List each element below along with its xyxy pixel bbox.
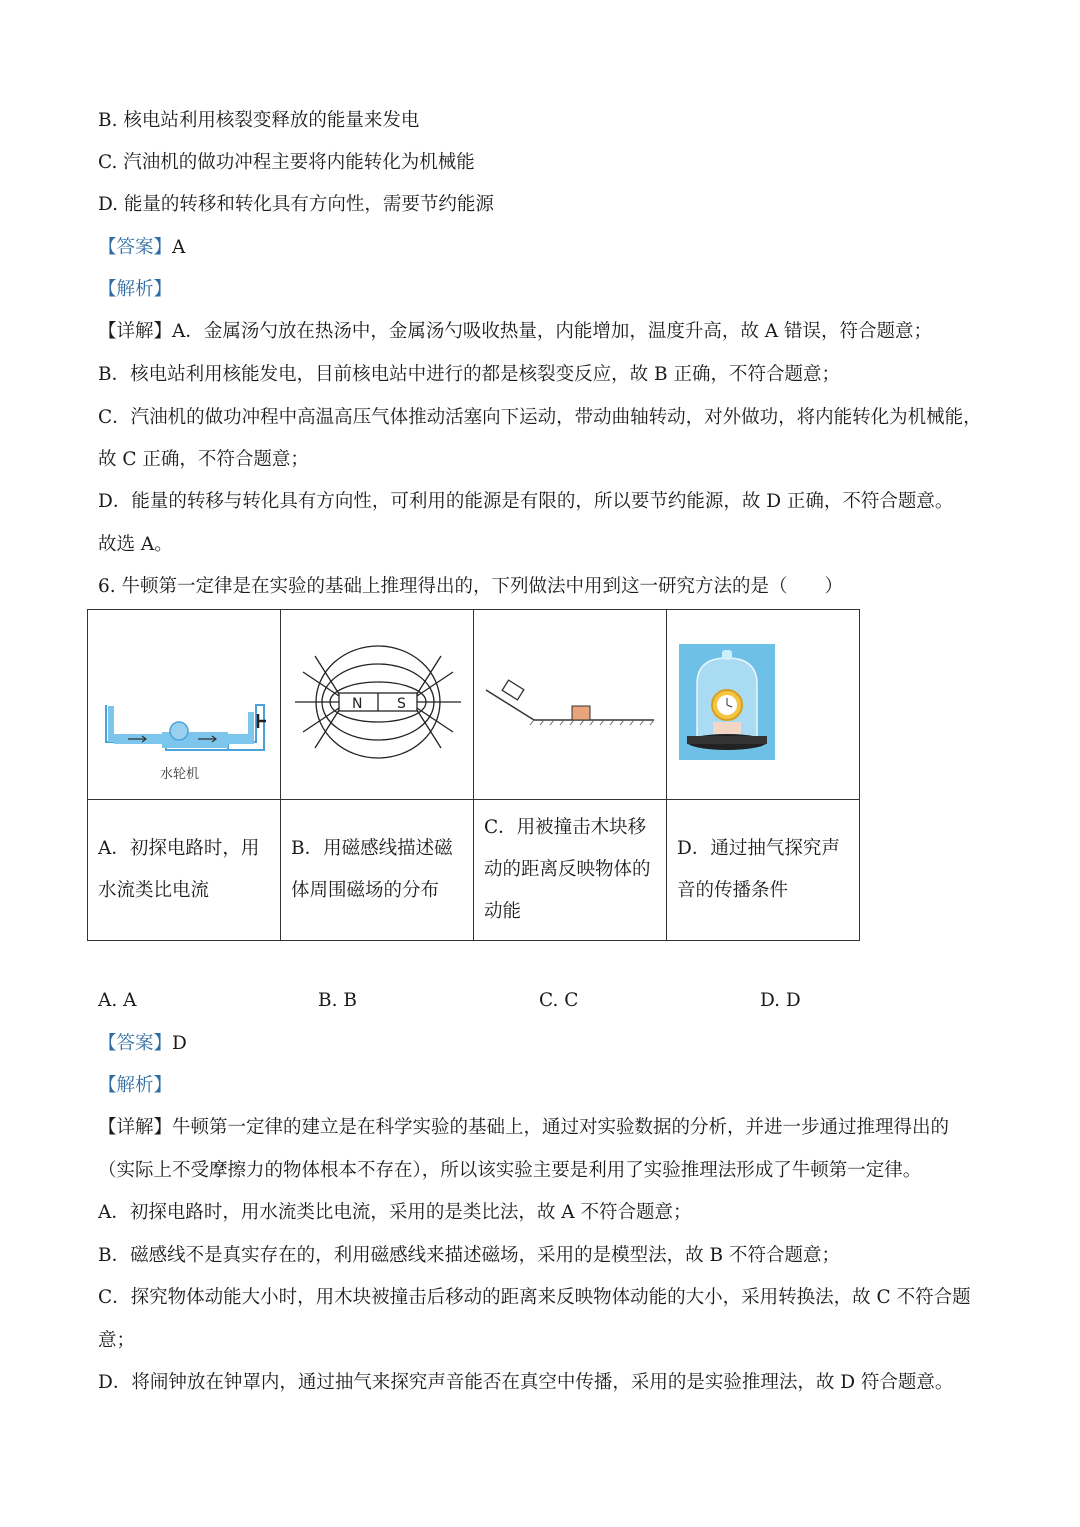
option-d-line: D. 能量的转移和转化具有方向性，需要节约能源 — [98, 194, 494, 215]
detail2-line-1 — [98, 1116, 949, 1140]
bell-jar-photo — [667, 610, 859, 795]
magnet-s-label: S — [397, 696, 406, 712]
analysis-tag-1: 【解析】 — [98, 279, 173, 300]
answer-value-2: D — [172, 1033, 187, 1054]
option-c-line: C. 汽油机的做功冲程主要将内能转化为机械能 — [98, 152, 475, 173]
choice-c[interactable]: C. C — [539, 990, 579, 1011]
magnetic-field-diagram — [281, 610, 473, 795]
detail2-line-c2: 意； — [98, 1330, 136, 1351]
turbine-label: 水轮机 — [160, 767, 200, 782]
incline-block-diagram — [474, 610, 666, 795]
choice-a[interactable]: A. A — [98, 990, 137, 1011]
magnet-n-label: N — [352, 696, 363, 712]
option-cell-c: C．用被撞击木块移动的距离反映物体的动能 — [474, 800, 667, 941]
detail2-line-c1: C．探究物体动能大小时，用木块被撞击后移动的距离来反映物体动能的大小，采用转换法，故 C 不符合题 — [98, 1287, 971, 1308]
water-turbine-diagram — [88, 610, 280, 795]
detail2-tag: 【详解】 — [98, 1117, 173, 1138]
option-cell-a: A．初探电路时，用水流类比电流 — [88, 800, 281, 941]
detail-tag: 【详解】 — [98, 321, 173, 342]
detail-line-2: B．核电站利用核能发电，目前核电站中进行的都是核裂变反应，故 B 正确，不符合题意； — [98, 364, 840, 385]
detail-line-3: C．汽油机的做功冲程中高温高压气体推动活塞向下运动，带动曲轴转动，对外做功，将内能转化为机械能， — [98, 407, 982, 428]
option-cell-b: B．用磁感线描述磁体周围磁场的分布 — [281, 800, 474, 941]
detail2-line-d: D．将闹钟放在钟罩内，通过抽气来探究声音能否在真空中传播，采用的是实验推理法，故 D 符合题意。 — [98, 1372, 954, 1393]
analysis-tag-2: 【解析】 — [98, 1075, 173, 1096]
image-cell-b — [281, 610, 474, 800]
detail-text: A．金属汤勺放在热汤中，金属汤勺吸收热量，内能增加，温度升高，故 A 错误，符合题意； — [172, 321, 933, 342]
image-cell-c — [474, 610, 667, 800]
options-table — [87, 609, 860, 941]
detail2-text1: 牛顿第一定律的建立是在科学实验的基础上，通过对实验数据的分析，并进一步通过推理得出的 — [172, 1117, 950, 1138]
answer-line-2 — [98, 1032, 187, 1056]
answer-tag-2: 【答案】 — [98, 1033, 173, 1054]
detail-line-5: D．能量的转移与转化具有方向性，可利用的能源是有限的，所以要节约能源，故 D 正确，不符合题意。 — [98, 491, 954, 512]
image-cell-a — [88, 610, 281, 800]
detail2-line-2: （实际上不受摩擦力的物体根本不存在），所以该实验主要是利用了实验推理法形成了牛顿第一定律。 — [98, 1160, 922, 1181]
answer-tag: 【答案】 — [98, 237, 173, 258]
detail2-line-a: A．初探电路时，用水流类比电流，采用的是类比法，故 A 不符合题意； — [98, 1202, 692, 1223]
choice-d[interactable]: D. D — [760, 990, 801, 1011]
answer-value: A — [172, 237, 186, 258]
image-cell-d — [667, 610, 860, 800]
detail-line-1 — [98, 320, 932, 344]
detail-line-6: 故选 A。 — [98, 534, 173, 555]
choice-b[interactable]: B. B — [318, 990, 357, 1011]
answer-line-1 — [98, 236, 185, 260]
question-6: 6. 牛顿第一定律是在实验的基础上推理得出的，下列做法中用到这一研究方法的是（ ） — [98, 576, 844, 597]
option-cell-d: D．通过抽气探究声音的传播条件 — [667, 800, 860, 941]
detail2-line-b: B．磁感线不是真实存在的，利用磁感线来描述磁场，采用的是模型法，故 B 不符合题意； — [98, 1245, 840, 1266]
detail-line-4: 故 C 正确，不符合题意； — [98, 449, 309, 470]
option-b-line: B. 核电站利用核裂变释放的能量来发电 — [98, 110, 420, 131]
